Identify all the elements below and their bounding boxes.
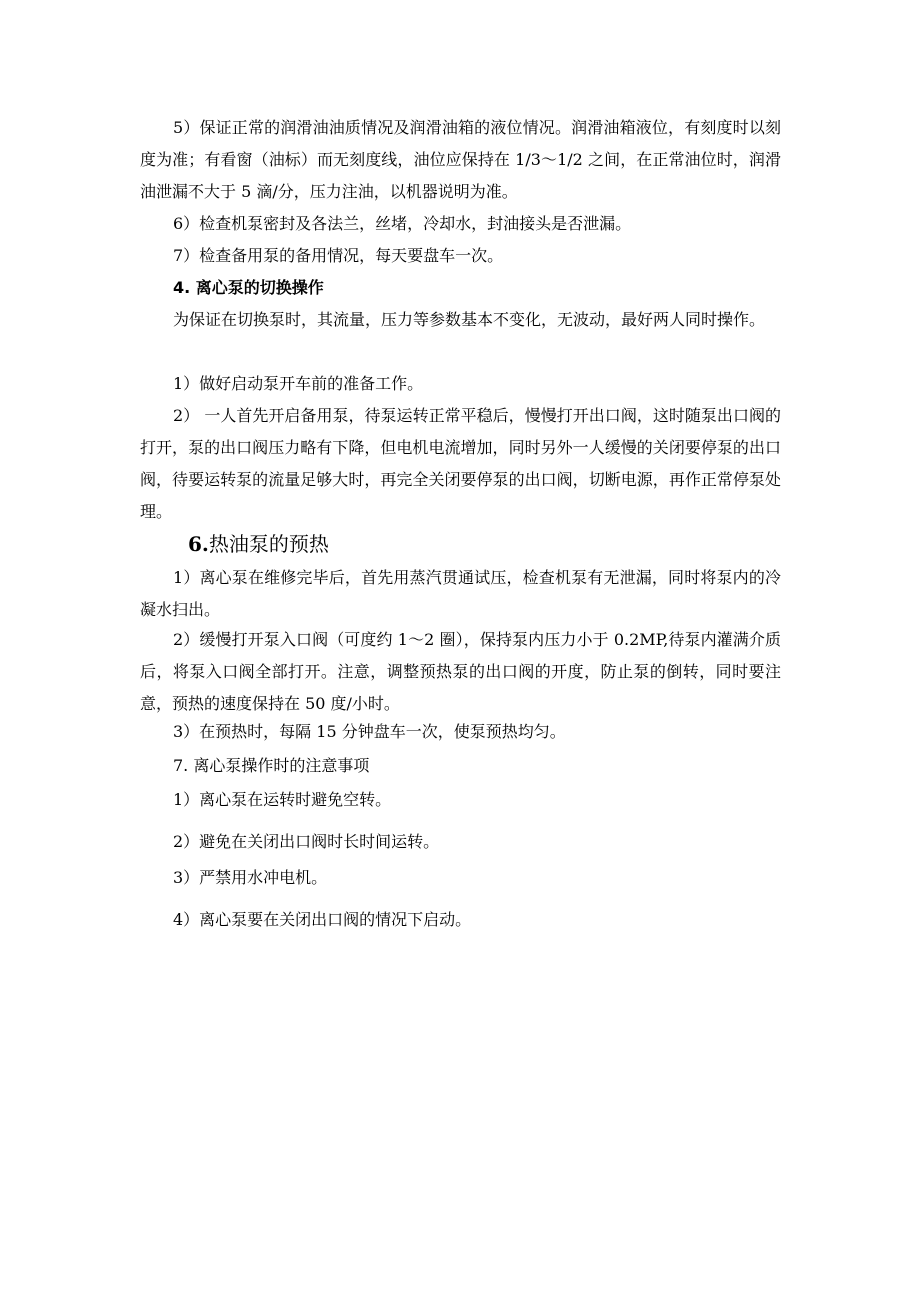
section-4-item-2: 2） 一人首先开启备用泵，待泵运转正常平稳后，慢慢打开出口阀，这时随泵出口阀的打开，泵的出口阀压力略有下降，但电机电流增加，同时另外一人缓慢的关闭要停泵的出口阀，待要运转泵的流量足够大时，再完全关闭要停泵的出口阀，切断电源，再作正常停泵处理。 xyxy=(140,406,781,521)
section-7-item-2: 2）避免在关闭出口阀时长时间运转。 xyxy=(173,832,440,851)
section-4-item-1: 1）做好启动泵开车前的准备工作。 xyxy=(173,374,424,393)
section-6-heading-text: 热油泵的预热 xyxy=(208,532,329,556)
section-6-heading xyxy=(140,528,781,560)
paragraph-item-7: 7）检查备用泵的备用情况，每天要盘车一次。 xyxy=(173,246,504,265)
paragraph-item-5: 5）保证正常的润滑油油质情况及润滑油箱的液位情况。润滑油箱液位，有刻度时以刻度为准；有看窗（油标）而无刻度线，油位应保持在 1/3～1/2 之间，在正常油位时，润滑油泄漏不大于 5 滴/分，压力注油，以机器说明为准。 xyxy=(140,118,781,201)
paragraph-item-6: 6）检查机泵密封及各法兰，丝堵，冷却水，封油接头是否泄漏。 xyxy=(173,214,632,233)
section-6-item-3: 3）在预热时，每隔 15 分钟盘车一次，使泵预热均匀。 xyxy=(173,722,566,741)
section-4-intro: 为保证在切换泵时，其流量，压力等参数基本不变化，无波动，最好两人同时操作。 xyxy=(173,310,766,329)
section-4-heading xyxy=(140,272,781,304)
section-7-item-4: 4）离心泵要在关闭出口阀的情况下启动。 xyxy=(173,910,472,929)
section-6-item-1: 1）离心泵在维修完毕后，首先用蒸汽贯通试压，检查机泵有无泄漏，同时将泵内的冷凝水扫出。 xyxy=(140,568,781,619)
section-7-item-3: 3）严禁用水冲电机。 xyxy=(173,868,328,887)
section-7-heading: 7. 离心泵操作时的注意事项 xyxy=(173,756,370,775)
section-6-item-2: 2）缓慢打开泵入口阀（可度约 1～2 圈），保持泵内压力小于 0.2MP,待泵内灌满介质后，将泵入口阀全部打开。注意，调整预热泵的出口阀的开度，防止泵的倒转，同时要注意，预热的速度保持在 50 度/小时。 xyxy=(140,630,781,713)
section-4-heading-number: 4 xyxy=(173,278,185,297)
section-7-item-1: 1）离心泵在运转时避免空转。 xyxy=(173,790,392,809)
section-4-heading-text: . 离心泵的切换操作 xyxy=(184,278,324,297)
section-6-heading-number: 6. xyxy=(188,532,209,556)
